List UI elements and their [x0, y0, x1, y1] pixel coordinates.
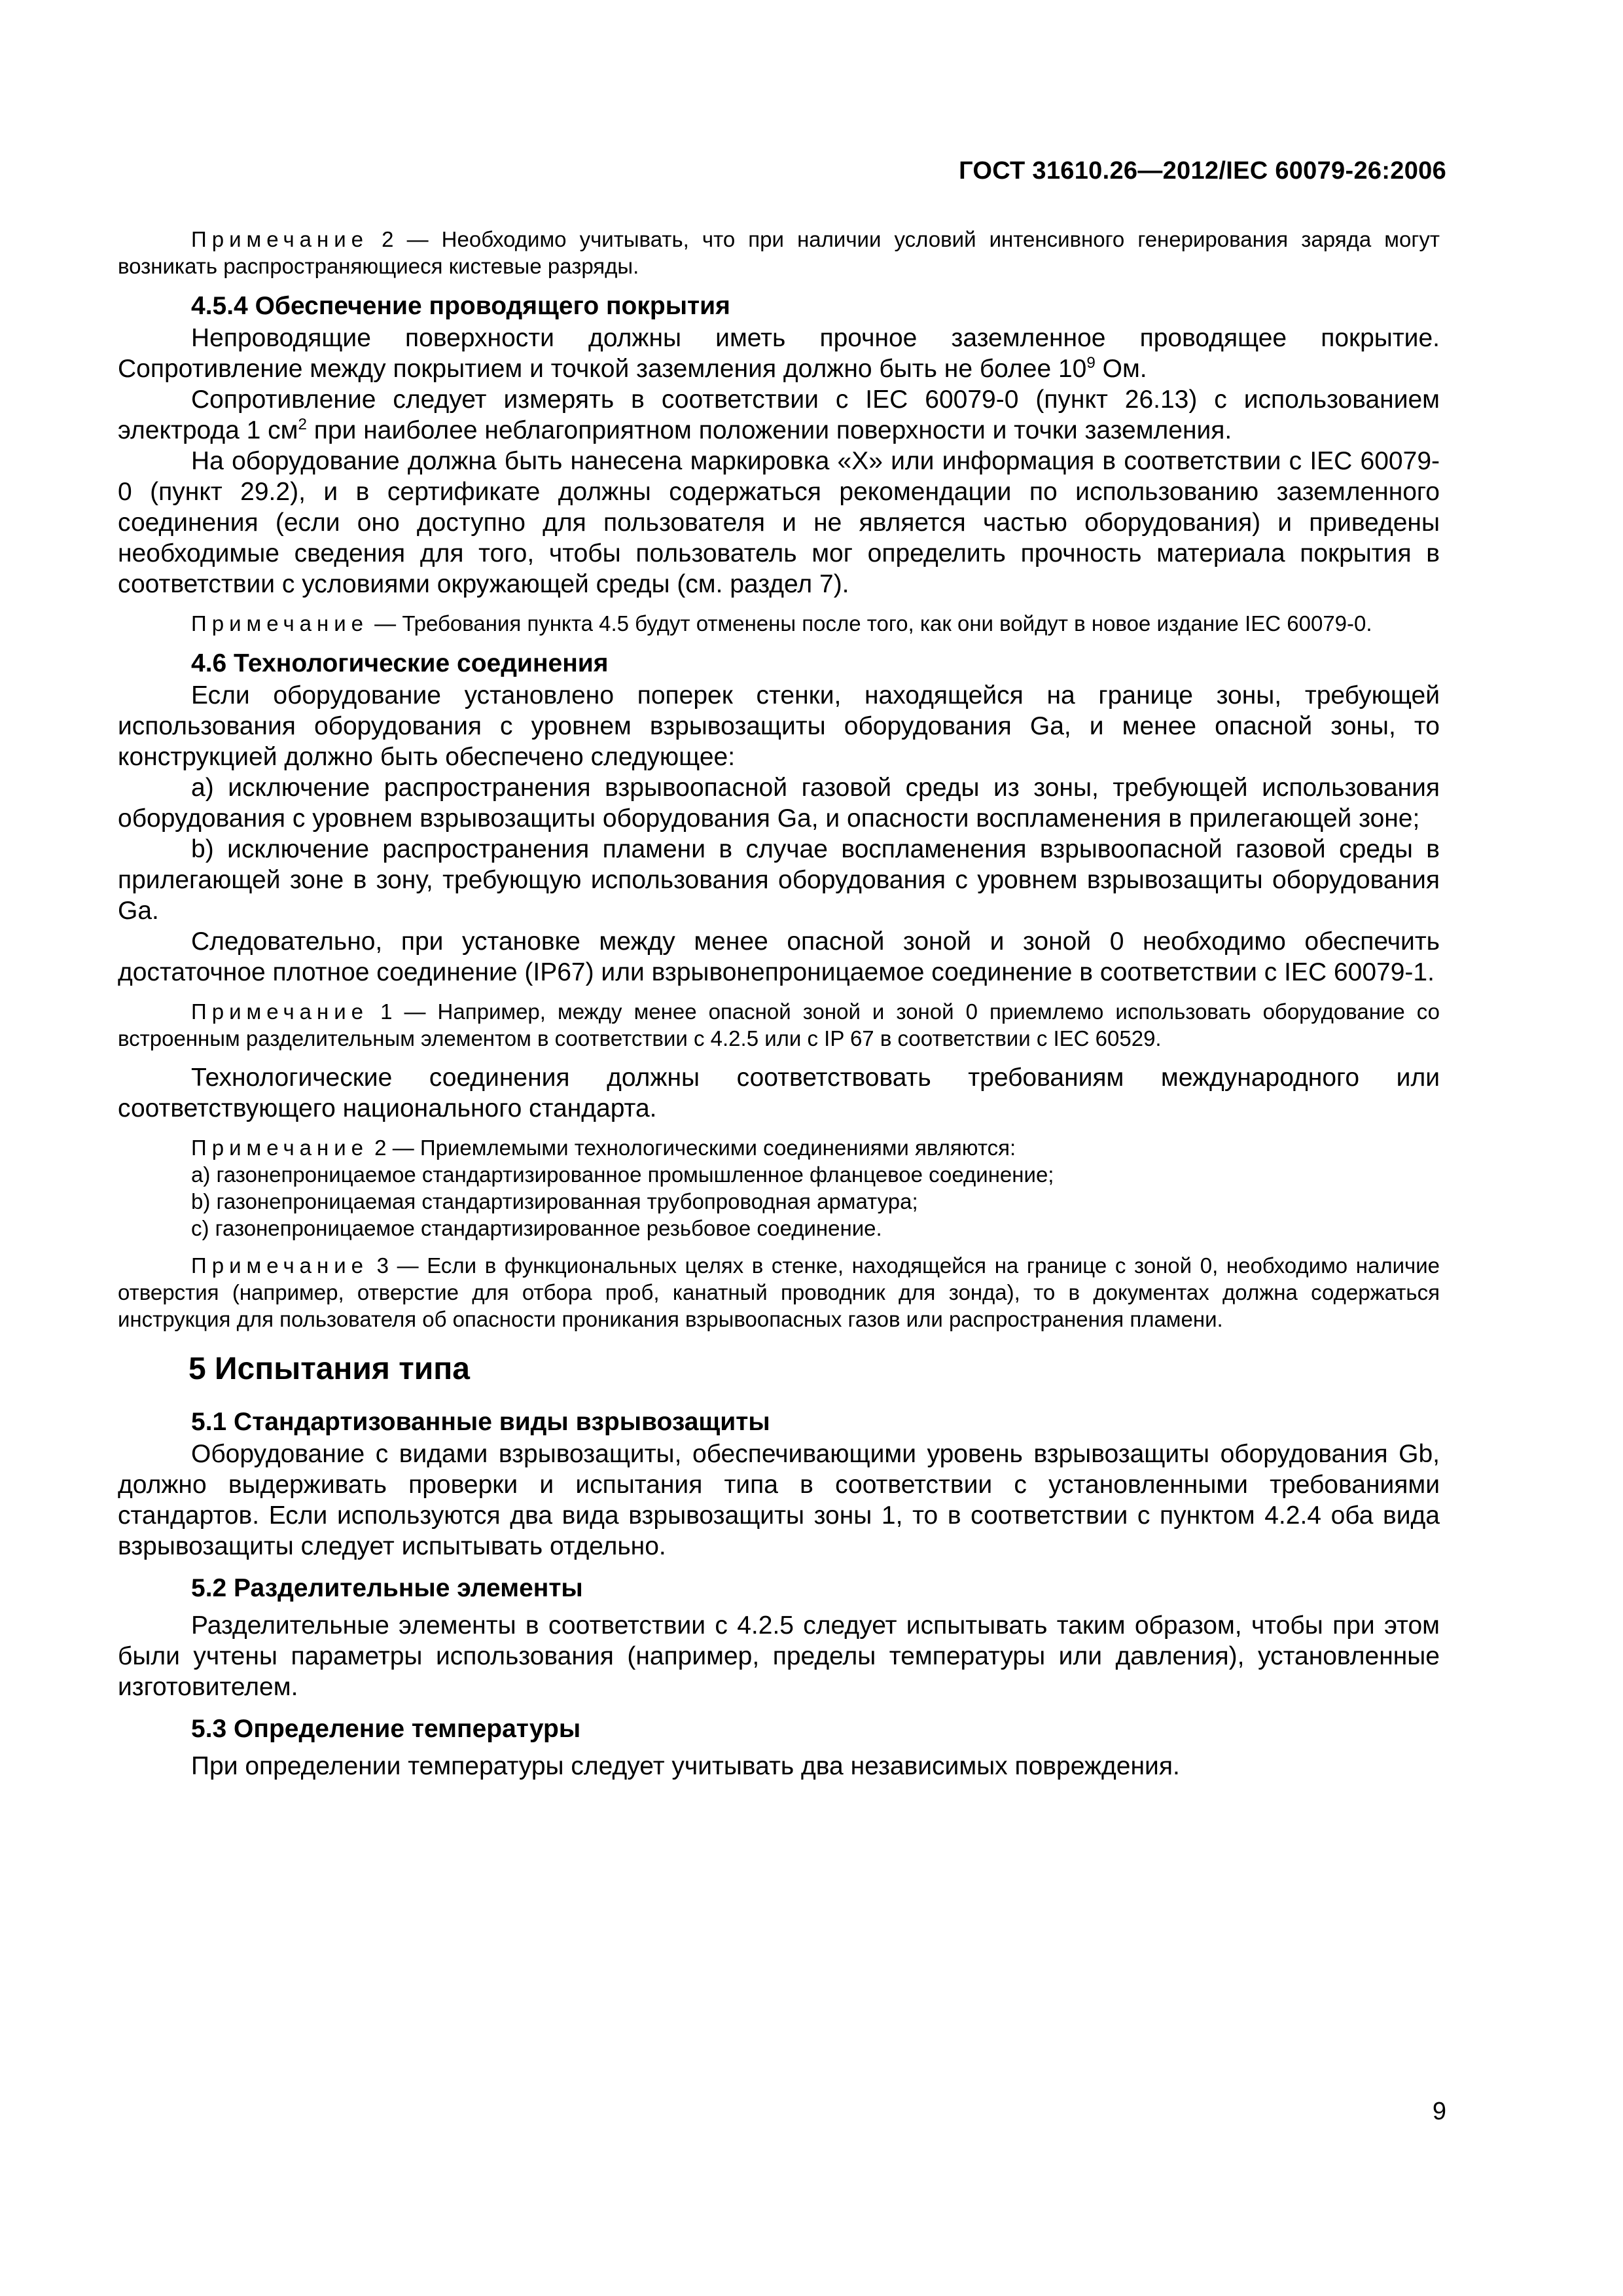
section-4-6-note-1: [118, 998, 1440, 1052]
note-2-list-item: b) газонепроницаемая стандартизированная трубопроводная арматура;: [191, 1189, 918, 1213]
note-2-list-item: c) газонепроницаемое стандартизированное резьбовое соединение.: [191, 1216, 882, 1240]
section-5-1-heading: 5.1 Стандартизованные виды взрывозащиты: [191, 1408, 770, 1436]
text-fragment: Непроводящие поверхности должны иметь прочное заземленное проводящее покрытие. Сопротивление между покрытием и точкой заземления должно быть не более 10: [118, 324, 1440, 383]
page-number: 9: [1432, 2098, 1446, 2125]
text-fragment: Ом.: [1095, 355, 1147, 383]
section-4-5-4-note: [118, 610, 1440, 637]
note-top: [118, 226, 1440, 279]
section-5-heading: 5 Испытания типа: [188, 1352, 470, 1386]
section-4-6-note-2: [118, 1134, 1440, 1161]
section-4-5-4-paragraph-2: [118, 384, 1440, 446]
page-content: [118, 226, 1440, 1782]
section-4-5-4-paragraph-1: [118, 323, 1440, 384]
note-label: Примечание: [191, 999, 369, 1024]
section-4-5-4-heading: 4.5.4 Обеспечение проводящего покрытия: [191, 292, 730, 320]
note-label: Примечание: [191, 1253, 369, 1278]
note-text: 3 — Если в функциональных целях в стенке, находящейся на границе с зоной 0, необходимо наличие отверстия (например, отверстие для отбора проб, канатный проводник для зонда), то в документах должна содержаться инструкция для пользователя об опасности проникания взрывоопасных газов или распространения пламени.: [118, 1253, 1440, 1331]
note-label: Примечание: [191, 227, 369, 251]
text-fragment: при наиболее неблагоприятном положении поверхности и точки заземления.: [306, 416, 1232, 444]
text-fragment: Сопротивление следует измерять в соответствии с IEC 60079-0 (пункт 26.13) с использованием электрода 1 см: [118, 386, 1440, 444]
superscript: 9: [1086, 354, 1096, 372]
note-text: 2 — Приемлемыми технологическими соединениями являются:: [368, 1136, 1016, 1160]
note-text: — Требования пункта 4.5 будут отменены после того, как они войдут в новое издание IEC 60079-0.: [368, 611, 1372, 636]
note-text: 2 — Необходимо учитывать, что при наличии условий интенсивного генерирования заряда могут возникать распространяющиеся кистевые разряды.: [118, 227, 1440, 278]
section-4-6-item-b: b) исключение распространения пламени в случае воспламенения взрывоопасной газовой среды в прилегающей зоне в зону, требующую использования оборудования с уровнем взрывозащиты оборудования Ga.: [118, 835, 1440, 925]
section-4-6-paragraph-1: Если оборудование установлено поперек стенки, находящейся на границе зоны, требующей использования оборудования с уровнем взрывозащиты оборудования Ga, и менее опасной зоны, то конструкцией должно быть обеспечено следующее:: [118, 681, 1440, 771]
section-5-2-paragraph: Разделительные элементы в соответствии с 4.2.5 следует испытывать таким образом, чтобы при этом были учтены параметры использования (например, пределы температуры или давления), установленные изготовителем.: [118, 1611, 1440, 1701]
section-5-3-paragraph: При определении температуры следует учитывать два независимых повреждения.: [191, 1752, 1180, 1780]
document-header: ГОСТ 31610.26—2012/IEC 60079-26:2006: [959, 157, 1446, 185]
section-4-6-heading: 4.6 Технологические соединения: [191, 649, 609, 677]
note-label: Примечание: [191, 1136, 369, 1160]
section-5-2-heading: 5.2 Разделительные элементы: [191, 1574, 583, 1602]
section-5-3-heading: 5.3 Определение температуры: [191, 1715, 581, 1743]
section-5-1-paragraph: Оборудование с видами взрывозащиты, обеспечивающими уровень взрывозащиты оборудования Gb, должно выдерживать проверки и испытания типа в соответствии с установленными требованиями стандартов. Если используются два вида взрывозащиты зоны 1, то в соответствии с пунктом 4.2.4 оба вида взрывозащиты следует испытывать отдельно.: [118, 1440, 1440, 1560]
superscript: 2: [298, 416, 307, 433]
section-4-5-4-paragraph-3: На оборудование должна быть нанесена маркировка «X» или информация в соответствии с IEC 60079-0 (пункт 29.2), и в сертификате должны содержаться рекомендации по использованию заземленного соединения (если оно доступно для пользователя и не является частью оборудования) и приведены необходимые сведения для того, чтобы пользователь мог определить прочность материала покрытия в соответствии с условиями окружающей среды (см. раздел 7).: [118, 447, 1440, 598]
note-2-list-item: a) газонепроницаемое стандартизированное промышленное фланцевое соединение;: [191, 1162, 1054, 1187]
note-text: 1 — Например, между менее опасной зоной и зоной 0 приемлемо использовать оборудование со встроенным разделительным элементом в соответствии с 4.2.5 или с IP 67 в соответствии с IEC 60529.: [118, 999, 1440, 1050]
section-4-6-paragraph-2: Следовательно, при установке между менее опасной зоной и зоной 0 необходимо обеспечить достаточное плотное соединение (IP67) или взрывонепроницаемое соединение в соответствии с IEC 60079-1.: [118, 927, 1440, 986]
section-4-6-item-a: a) исключение распространения взрывоопасной газовой среды из зоны, требующей использования оборудования с уровнем взрывозащиты оборудования Ga, и опасности воспламенения в прилегающей зоне;: [118, 774, 1440, 833]
section-4-6-note-3: [118, 1252, 1440, 1333]
note-label: Примечание: [191, 611, 369, 636]
section-4-6-paragraph-3: Технологические соединения должны соответствовать требованиям международного или соответствующего национального стандарта.: [118, 1064, 1440, 1122]
